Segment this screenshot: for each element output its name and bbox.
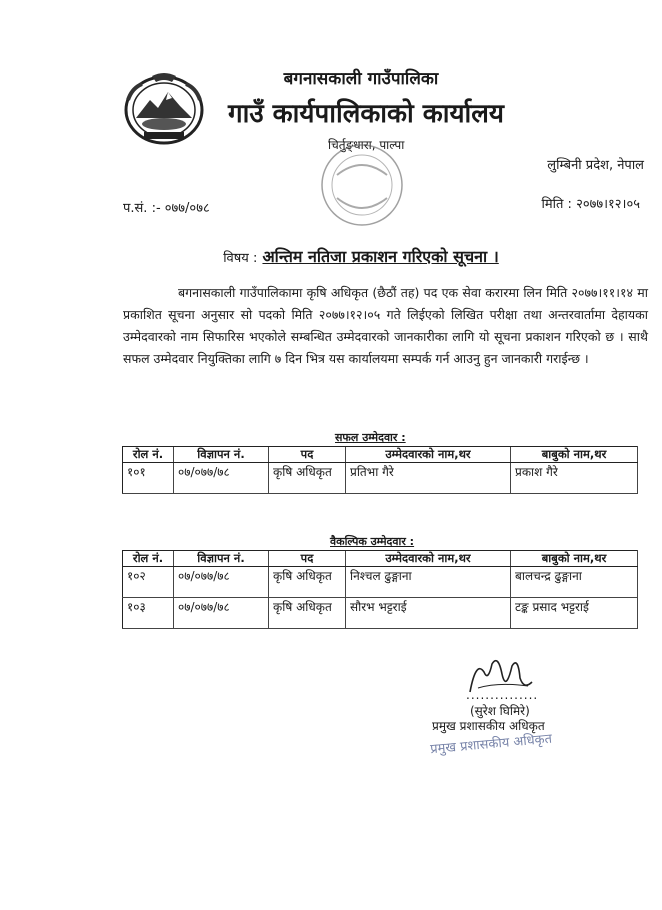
cell-father: बालचन्द्र ढुङ्गाना <box>511 567 638 598</box>
col-post: पद <box>269 551 346 567</box>
org-name: बगनासकाली गाउँपालिका <box>283 69 439 89</box>
notice-date: मिति : २०७७।१२।०५ <box>541 197 640 212</box>
col-candidate: उम्मेदवारको नाम,थर <box>346 447 511 463</box>
cell-advert: ०७/०७७/७८ <box>174 598 269 629</box>
col-post: पद <box>269 447 346 463</box>
col-father: बाबुको नाम,थर <box>511 447 638 463</box>
cell-post: कृषि अधिकृत <box>269 567 346 598</box>
table-header-row <box>123 447 638 463</box>
signature-line: ............... <box>466 688 539 702</box>
cell-candidate: सौरभ भट्टराई <box>346 598 511 629</box>
table-row <box>123 463 638 494</box>
col-roll: रोल नं. <box>123 551 174 567</box>
cell-candidate: निश्चल ढुङ्गाना <box>346 567 511 598</box>
cell-advert: ०७/०७७/७८ <box>174 463 269 494</box>
table-row <box>123 567 638 598</box>
cell-candidate: प्रतिभा गैरे <box>346 463 511 494</box>
subject-text: अन्तिम नतिजा प्रकाशन गरिएको सूचना । <box>262 247 499 266</box>
alternate-candidates-table <box>122 550 638 629</box>
col-roll: रोल नं. <box>123 447 174 463</box>
subject-label: विषय : <box>223 251 258 266</box>
office-stamp-icon <box>315 140 410 230</box>
cell-roll: १०३ <box>123 598 174 629</box>
col-advert: विज्ञापन नं. <box>174 551 269 567</box>
cell-roll: १०१ <box>123 463 174 494</box>
subject-line <box>0 245 662 267</box>
alternate-caption: वैकल्पिक उम्मेदवार : <box>330 535 415 548</box>
office-name: गाउँ कार्यपालिकाको कार्यालय <box>228 99 504 129</box>
successful-caption: सफल उम्मेदवार : <box>335 431 406 444</box>
col-candidate: उम्मेदवारको नाम,थर <box>346 551 511 567</box>
cell-post: कृषि अधिकृत <box>269 598 346 629</box>
reference-number: प.सं. :- ०७७/०७८ <box>123 201 210 216</box>
province: लुम्बिनी प्रदेश, नेपाल <box>547 158 644 173</box>
col-advert: विज्ञापन नं. <box>174 447 269 463</box>
col-father: बाबुको नाम,थर <box>511 551 638 567</box>
cell-advert: ०७/०७७/७८ <box>174 567 269 598</box>
table-header-row <box>123 551 638 567</box>
notice-body: बगनासकाली गाउँपालिकामा कृषि अधिकृत (छैठौं तह) पद एक सेवा करारमा लिन मिति २०७७।११।१४ मा प्रकाशित सूचना अनुसार सो पदको मिति २०७७।१२।०५ गते लिईएको लिखित परीक्षा तथा अन्तरवार्तामा देहायका उम्मेदवारको नाम सिफारिस भएकोले सम्बन्धित उम्मेदवारको जानकारीका लागि यो सूचना प्रकाशन गरिएको छ । साथै सफल उम्मेदवार नियुक्तिका लागि ७ दिन भित्र यस कार्यालयमा सम्पर्क गर्न आउनु हुन जानकारी गराईन्छ । <box>123 285 648 366</box>
successful-candidates-table <box>122 446 638 494</box>
cell-father: टङ्क प्रसाद भट्टराई <box>511 598 638 629</box>
cell-father: प्रकाश गैरे <box>511 463 638 494</box>
signer-title: प्रमुख प्रशासकीय अधिकृत <box>432 719 545 733</box>
signer-name: (सुरेश घिमिरे) <box>470 704 530 718</box>
table-row <box>123 598 638 629</box>
cell-post: कृषि अधिकृत <box>269 463 346 494</box>
office-address: चिर्तुङ्धारा, पाल्पा <box>328 138 405 152</box>
designation-seal: प्रमुख प्रशासकीय अधिकृत <box>429 731 553 758</box>
cell-roll: १०२ <box>123 567 174 598</box>
